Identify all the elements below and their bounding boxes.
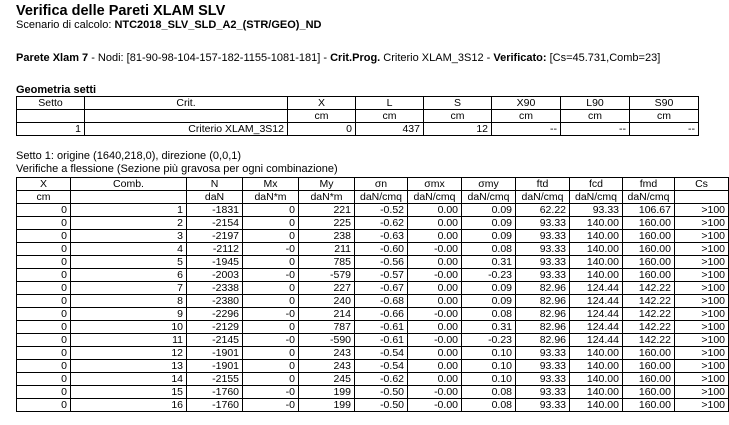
flessione-cell-5: -0.67	[355, 282, 408, 295]
flessione-cell-1: 15	[71, 386, 187, 399]
flessione-unit-cell-3: daN*m	[243, 191, 299, 204]
flessione-cell-2: -1901	[187, 360, 243, 373]
flessione-cell-7: 0.08	[462, 243, 516, 256]
flessione-cell-5: -0.62	[355, 217, 408, 230]
geometria-cell-4: 12	[424, 123, 492, 136]
flessione-cell-9: 140.00	[570, 269, 623, 282]
flessione-cell-8: 93.33	[516, 347, 570, 360]
flessione-cell-0: 0	[17, 386, 71, 399]
flessione-cell-5: -0.50	[355, 386, 408, 399]
flessione-header-cell-4: My	[299, 178, 355, 191]
geometria-header-cell-4: S	[424, 97, 492, 110]
flessione-cell-11: >100	[675, 373, 729, 386]
flessione-header-cell-1: Comb.	[71, 178, 187, 191]
crit-value: Criterio XLAM_3S12 -	[380, 52, 494, 64]
flessione-cell-11: >100	[675, 360, 729, 373]
flessione-cell-4: 199	[299, 386, 355, 399]
flessione-cell-8: 82.96	[516, 321, 570, 334]
geometria-body	[17, 123, 699, 136]
flessione-cell-5: -0.66	[355, 308, 408, 321]
flessione-cell-1: 11	[71, 334, 187, 347]
flessione-cell-10: 160.00	[623, 360, 675, 373]
geometria-header-cell-1: Crit.	[85, 97, 288, 110]
flessione-cell-6: -0.00	[408, 269, 462, 282]
flessione-cell-3: 0	[243, 282, 299, 295]
flessione-cell-10: 160.00	[623, 386, 675, 399]
flessione-cell-2: -1760	[187, 399, 243, 412]
flessione-cell-9: 124.44	[570, 295, 623, 308]
table-row	[17, 230, 729, 243]
flessione-cell-3: 0	[243, 295, 299, 308]
flessione-cell-5: -0.61	[355, 334, 408, 347]
flessione-cell-3: 0	[243, 373, 299, 386]
flessione-cell-6: -0.00	[408, 386, 462, 399]
table-row	[17, 360, 729, 373]
flessione-cell-3: 0	[243, 204, 299, 217]
flessione-cell-8: 93.33	[516, 373, 570, 386]
flessione-cell-4: 785	[299, 256, 355, 269]
flessione-cell-9: 140.00	[570, 347, 623, 360]
flessione-cell-2: -2380	[187, 295, 243, 308]
flessione-cell-2: -2197	[187, 230, 243, 243]
flessione-cell-8: 93.33	[516, 360, 570, 373]
scenario-label: Scenario di calcolo:	[16, 19, 115, 31]
verif-label: Verificato:	[493, 52, 547, 64]
table-row	[17, 282, 729, 295]
geometria-header-cell-6: L90	[561, 97, 630, 110]
flessione-unit-cell-4: daN*m	[299, 191, 355, 204]
flessione-cell-10: 160.00	[623, 347, 675, 360]
flessione-header-row	[17, 178, 729, 191]
flessione-cell-4: 214	[299, 308, 355, 321]
flessione-cell-3: -0	[243, 269, 299, 282]
flessione-cell-4: 238	[299, 230, 355, 243]
flessione-cell-4: 225	[299, 217, 355, 230]
table-row	[17, 269, 729, 282]
flessione-cell-2: -1760	[187, 386, 243, 399]
flessione-cell-1: 4	[71, 243, 187, 256]
flessione-header-cell-11: Cs	[675, 178, 729, 191]
flessione-cell-11: >100	[675, 230, 729, 243]
table-row	[17, 204, 729, 217]
flessione-cell-9: 140.00	[570, 360, 623, 373]
flessione-unit-cell-6: daN/cmq	[408, 191, 462, 204]
table-row	[17, 256, 729, 269]
flessione-unit-cell-10: daN/cmq	[623, 191, 675, 204]
flessione-cell-0: 0	[17, 308, 71, 321]
flessione-cell-9: 124.44	[570, 321, 623, 334]
flessione-cell-3: 0	[243, 256, 299, 269]
flessione-cell-1: 9	[71, 308, 187, 321]
geometria-cell-5: --	[492, 123, 561, 136]
geometria-units-row	[17, 110, 699, 123]
flessione-header-cell-0: X	[17, 178, 71, 191]
flessione-cell-2: -1945	[187, 256, 243, 269]
page-title: Verifica delle Pareti XLAM SLV	[16, 3, 226, 19]
flessione-cell-11: >100	[675, 256, 729, 269]
flessione-cell-5: -0.63	[355, 230, 408, 243]
flessione-cell-1: 3	[71, 230, 187, 243]
flessione-cell-11: >100	[675, 217, 729, 230]
flessione-cell-7: 0.08	[462, 399, 516, 412]
flessione-cell-10: 142.22	[623, 321, 675, 334]
flessione-unit-cell-8: daN/cmq	[516, 191, 570, 204]
geometria-cell-3: 437	[356, 123, 424, 136]
flessione-cell-3: -0	[243, 334, 299, 347]
flessione-cell-5: -0.50	[355, 399, 408, 412]
flessione-header-cell-9: fcd	[570, 178, 623, 191]
geometria-unit-cell-3: cm	[356, 110, 424, 123]
flessione-cell-2: -2155	[187, 373, 243, 386]
flessione-cell-11: >100	[675, 386, 729, 399]
flessione-table	[16, 177, 729, 412]
table-row	[17, 217, 729, 230]
flessione-cell-5: -0.54	[355, 347, 408, 360]
flessione-cell-7: -0.23	[462, 334, 516, 347]
table-row	[17, 321, 729, 334]
flessione-cell-0: 0	[17, 321, 71, 334]
flessione-cell-0: 0	[17, 256, 71, 269]
scenario-line	[16, 19, 321, 31]
table-row	[17, 334, 729, 347]
flessione-cell-6: 0.00	[408, 217, 462, 230]
flessione-cell-7: 0.09	[462, 282, 516, 295]
flessione-cell-1: 6	[71, 269, 187, 282]
flessione-unit-cell-1	[71, 191, 187, 204]
flessione-cell-5: -0.54	[355, 360, 408, 373]
flessione-cell-7: 0.08	[462, 386, 516, 399]
flessione-cell-3: -0	[243, 243, 299, 256]
table-row	[17, 399, 729, 412]
flessione-header-cell-7: σmy	[462, 178, 516, 191]
geometria-cell-1: Criterio XLAM_3S12	[85, 123, 288, 136]
flessione-cell-6: -0.00	[408, 334, 462, 347]
crit-label: Crit.Prog.	[330, 52, 381, 64]
flessione-cell-5: -0.60	[355, 243, 408, 256]
table-row	[17, 386, 729, 399]
flessione-cell-1: 5	[71, 256, 187, 269]
flessione-cell-4: -590	[299, 334, 355, 347]
geometria-header-cell-7: S90	[630, 97, 699, 110]
flessione-cell-4: 227	[299, 282, 355, 295]
table-row	[17, 373, 729, 386]
flessione-unit-cell-5: daN/cmq	[355, 191, 408, 204]
flessione-cell-2: -2129	[187, 321, 243, 334]
flessione-cell-0: 0	[17, 243, 71, 256]
flessione-cell-1: 2	[71, 217, 187, 230]
flessione-cell-9: 93.33	[570, 204, 623, 217]
flessione-cell-2: -2296	[187, 308, 243, 321]
geometria-title: Geometria setti	[16, 84, 97, 96]
geometria-unit-cell-7: cm	[630, 110, 699, 123]
flessione-cell-5: -0.52	[355, 204, 408, 217]
flessione-cell-10: 160.00	[623, 373, 675, 386]
flessione-cell-10: 142.22	[623, 295, 675, 308]
flessione-cell-0: 0	[17, 360, 71, 373]
flessione-cell-4: -579	[299, 269, 355, 282]
flessione-cell-6: 0.00	[408, 204, 462, 217]
flessione-cell-8: 82.96	[516, 334, 570, 347]
flessione-cell-11: >100	[675, 204, 729, 217]
flessione-cell-0: 0	[17, 347, 71, 360]
flessione-cell-8: 82.96	[516, 282, 570, 295]
flessione-cell-7: 0.09	[462, 217, 516, 230]
flessione-cell-7: 0.10	[462, 373, 516, 386]
flessione-cell-8: 93.33	[516, 217, 570, 230]
flessione-cell-7: 0.09	[462, 295, 516, 308]
flessione-cell-5: -0.56	[355, 256, 408, 269]
flessione-cell-1: 8	[71, 295, 187, 308]
geometria-cell-0: 1	[17, 123, 85, 136]
flessione-cell-9: 140.00	[570, 243, 623, 256]
flessione-cell-3: 0	[243, 230, 299, 243]
flessione-cell-7: -0.23	[462, 269, 516, 282]
verifiche-title: Verifiche a flessione (Sezione più gravosa per ogni combinazione)	[16, 163, 338, 175]
flessione-cell-7: 0.08	[462, 308, 516, 321]
flessione-cell-7: 0.10	[462, 347, 516, 360]
flessione-cell-9: 124.44	[570, 308, 623, 321]
flessione-cell-11: >100	[675, 347, 729, 360]
flessione-cell-6: 0.00	[408, 373, 462, 386]
flessione-cell-3: -0	[243, 399, 299, 412]
flessione-cell-8: 93.33	[516, 230, 570, 243]
flessione-header-cell-2: N	[187, 178, 243, 191]
flessione-header-cell-10: fmd	[623, 178, 675, 191]
flessione-cell-5: -0.57	[355, 269, 408, 282]
geometria-header-row	[17, 97, 699, 110]
flessione-cell-10: 160.00	[623, 230, 675, 243]
flessione-cell-1: 1	[71, 204, 187, 217]
flessione-cell-0: 0	[17, 282, 71, 295]
flessione-cell-7: 0.31	[462, 256, 516, 269]
flessione-cell-5: -0.61	[355, 321, 408, 334]
flessione-header-cell-5: σn	[355, 178, 408, 191]
flessione-unit-cell-7: daN/cmq	[462, 191, 516, 204]
flessione-cell-11: >100	[675, 399, 729, 412]
geometria-unit-cell-0	[17, 110, 85, 123]
flessione-cell-11: >100	[675, 243, 729, 256]
flessione-cell-10: 160.00	[623, 269, 675, 282]
geometria-unit-cell-1	[85, 110, 288, 123]
geometria-table	[16, 96, 699, 136]
flessione-cell-2: -2145	[187, 334, 243, 347]
flessione-cell-8: 93.33	[516, 256, 570, 269]
flessione-cell-6: -0.00	[408, 308, 462, 321]
flessione-cell-0: 0	[17, 269, 71, 282]
flessione-cell-4: 787	[299, 321, 355, 334]
geometria-cell-2: 0	[288, 123, 356, 136]
flessione-cell-2: -1831	[187, 204, 243, 217]
flessione-cell-0: 0	[17, 295, 71, 308]
flessione-cell-8: 93.33	[516, 243, 570, 256]
flessione-cell-6: 0.00	[408, 256, 462, 269]
flessione-cell-3: -0	[243, 386, 299, 399]
geometria-unit-cell-2: cm	[288, 110, 356, 123]
flessione-header-cell-3: Mx	[243, 178, 299, 191]
flessione-cell-9: 140.00	[570, 373, 623, 386]
flessione-cell-9: 140.00	[570, 386, 623, 399]
flessione-cell-6: 0.00	[408, 282, 462, 295]
flessione-cell-0: 0	[17, 334, 71, 347]
flessione-unit-cell-9: daN/cmq	[570, 191, 623, 204]
flessione-cell-4: 240	[299, 295, 355, 308]
flessione-cell-0: 0	[17, 373, 71, 386]
setto-origin: Setto 1: origine (1640,218,0), direzione (0,0,1)	[16, 150, 242, 162]
flessione-cell-10: 106.67	[623, 204, 675, 217]
flessione-cell-9: 140.00	[570, 217, 623, 230]
flessione-cell-4: 243	[299, 347, 355, 360]
flessione-cell-6: 0.00	[408, 230, 462, 243]
geometria-cell-7: --	[630, 123, 699, 136]
geometria-header-cell-5: X90	[492, 97, 561, 110]
flessione-cell-1: 7	[71, 282, 187, 295]
flessione-cell-10: 160.00	[623, 217, 675, 230]
table-row	[17, 243, 729, 256]
flessione-cell-11: >100	[675, 282, 729, 295]
flessione-cell-7: 0.09	[462, 230, 516, 243]
flessione-cell-11: >100	[675, 308, 729, 321]
flessione-cell-5: -0.68	[355, 295, 408, 308]
table-row	[17, 308, 729, 321]
flessione-cell-1: 10	[71, 321, 187, 334]
flessione-cell-1: 16	[71, 399, 187, 412]
flessione-cell-11: >100	[675, 295, 729, 308]
flessione-cell-0: 0	[17, 217, 71, 230]
flessione-cell-9: 140.00	[570, 399, 623, 412]
flessione-cell-8: 93.33	[516, 386, 570, 399]
flessione-cell-11: >100	[675, 269, 729, 282]
flessione-cell-2: -2338	[187, 282, 243, 295]
parete-summary	[16, 52, 660, 64]
flessione-cell-1: 12	[71, 347, 187, 360]
flessione-unit-cell-2: daN	[187, 191, 243, 204]
flessione-cell-2: -2112	[187, 243, 243, 256]
flessione-cell-4: 211	[299, 243, 355, 256]
flessione-header-cell-8: ftd	[516, 178, 570, 191]
flessione-cell-2: -2003	[187, 269, 243, 282]
flessione-body	[17, 204, 729, 412]
flessione-cell-10: 160.00	[623, 256, 675, 269]
flessione-units-row	[17, 191, 729, 204]
flessione-cell-8: 93.33	[516, 399, 570, 412]
flessione-cell-5: -0.62	[355, 373, 408, 386]
flessione-cell-7: 0.31	[462, 321, 516, 334]
table-row	[17, 347, 729, 360]
geometria-header-cell-2: X	[288, 97, 356, 110]
flessione-cell-3: 0	[243, 217, 299, 230]
flessione-cell-10: 142.22	[623, 308, 675, 321]
flessione-header-cell-6: σmx	[408, 178, 462, 191]
flessione-cell-1: 14	[71, 373, 187, 386]
geometria-unit-cell-6: cm	[561, 110, 630, 123]
flessione-cell-6: 0.00	[408, 347, 462, 360]
flessione-cell-9: 124.44	[570, 282, 623, 295]
flessione-cell-2: -1901	[187, 347, 243, 360]
flessione-cell-6: 0.00	[408, 321, 462, 334]
flessione-unit-cell-11	[675, 191, 729, 204]
flessione-cell-8: 82.96	[516, 308, 570, 321]
flessione-cell-4: 199	[299, 399, 355, 412]
flessione-cell-3: 0	[243, 347, 299, 360]
parete-nodi: - Nodi: [81-90-98-104-157-182-1155-1081-181] -	[88, 52, 331, 64]
flessione-cell-0: 0	[17, 399, 71, 412]
flessione-cell-11: >100	[675, 334, 729, 347]
flessione-cell-1: 13	[71, 360, 187, 373]
flessione-unit-cell-0: cm	[17, 191, 71, 204]
scenario-value: NTC2018_SLV_SLD_A2_(STR/GEO)_ND	[114, 19, 322, 31]
flessione-cell-3: -0	[243, 308, 299, 321]
flessione-cell-8: 82.96	[516, 295, 570, 308]
flessione-cell-11: >100	[675, 321, 729, 334]
flessione-cell-6: 0.00	[408, 295, 462, 308]
geometria-cell-6: --	[561, 123, 630, 136]
geometria-unit-cell-4: cm	[424, 110, 492, 123]
flessione-cell-9: 124.44	[570, 334, 623, 347]
flessione-cell-0: 0	[17, 230, 71, 243]
flessione-cell-10: 160.00	[623, 243, 675, 256]
flessione-cell-3: 0	[243, 321, 299, 334]
flessione-cell-4: 245	[299, 373, 355, 386]
flessione-cell-8: 62.22	[516, 204, 570, 217]
flessione-cell-2: -2154	[187, 217, 243, 230]
flessione-cell-4: 243	[299, 360, 355, 373]
verif-value: [Cs=45.731,Comb=23]	[546, 52, 661, 64]
geometria-unit-cell-5: cm	[492, 110, 561, 123]
flessione-cell-10: 142.22	[623, 334, 675, 347]
flessione-cell-6: -0.00	[408, 243, 462, 256]
parete-name: Parete Xlam 7	[16, 52, 89, 64]
table-row	[17, 295, 729, 308]
flessione-cell-7: 0.09	[462, 204, 516, 217]
flessione-cell-0: 0	[17, 204, 71, 217]
geometria-header-cell-0: Setto	[17, 97, 85, 110]
flessione-cell-6: 0.00	[408, 360, 462, 373]
flessione-cell-6: -0.00	[408, 399, 462, 412]
flessione-cell-4: 221	[299, 204, 355, 217]
flessione-cell-10: 142.22	[623, 282, 675, 295]
flessione-cell-3: 0	[243, 360, 299, 373]
flessione-cell-9: 140.00	[570, 230, 623, 243]
geometria-header-cell-3: L	[356, 97, 424, 110]
flessione-cell-7: 0.10	[462, 360, 516, 373]
flessione-cell-8: 93.33	[516, 269, 570, 282]
flessione-cell-9: 140.00	[570, 256, 623, 269]
table-row	[17, 123, 699, 136]
flessione-cell-10: 160.00	[623, 399, 675, 412]
